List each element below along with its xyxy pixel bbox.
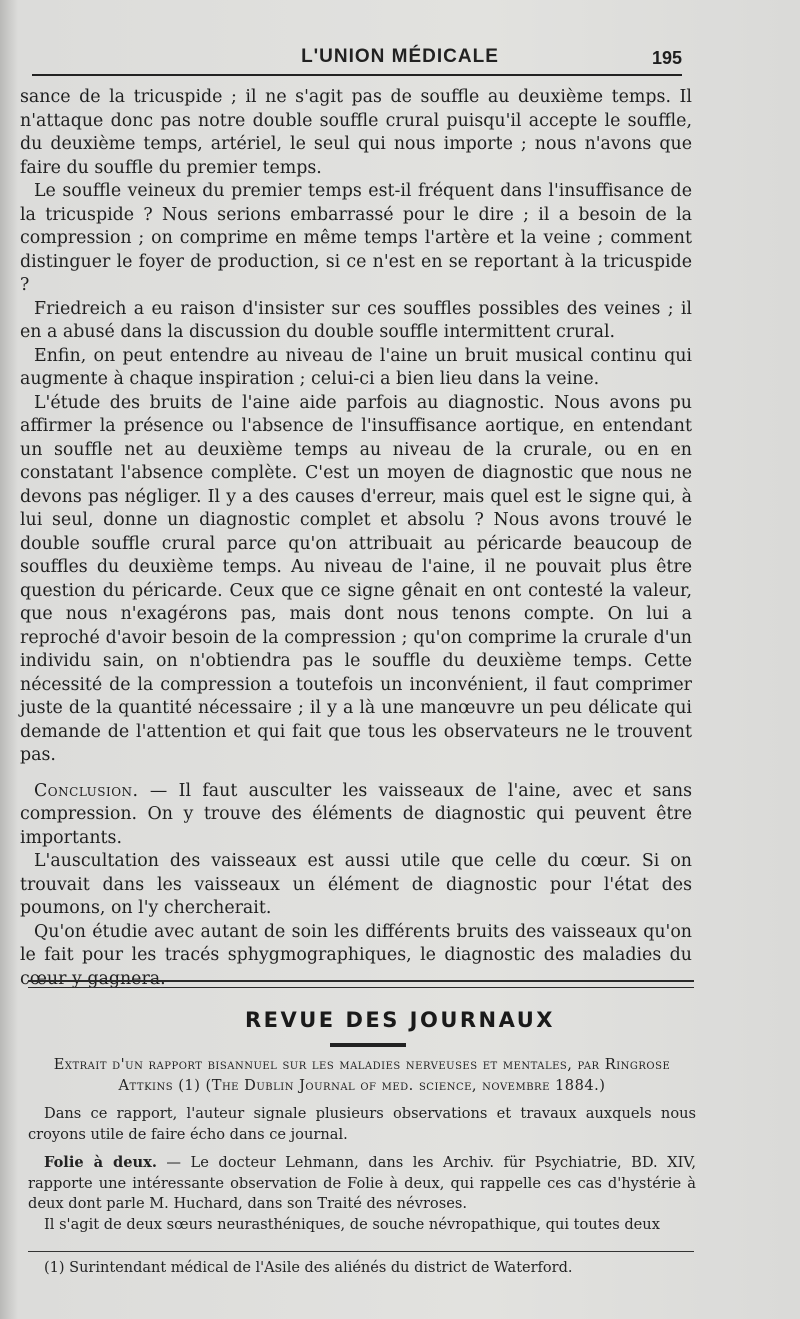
journal-title: L'UNION MÉDICALE — [301, 46, 499, 67]
conclusion-label: Conclusion. — [34, 780, 139, 801]
article-body — [20, 86, 692, 991]
page-number: 195 — [651, 48, 682, 68]
folie-paragraph — [28, 1153, 696, 1215]
paragraph-5: L'étude des bruits de l'aine aide parfois au diagnostic. Nous avons pu affirmer la présence ou l'absence de l'insuffisance aortique, en entendant un souffle net au deuxième temps au niveau de la crurale, ou en en constatant l'absence complète. C'est un moyen de diagnostic que nous ne devons pas négliger. Il y a des causes d'erreur, mais quel est le signe qui, à lui seul, donne un diagnostic complet et absolu ? Nous avons trouvé le double souffle crural parce qu'on attribuait au péricarde beaucoup de souffles du deuxième temps. Au niveau de l'aine, il ne pouvait plus être question du péricarde. Ceux que ce signe gênait en ont contesté la valeur, que nous n'exagérons pas, mais dont nous tenons compte. On lui a reproché d'avoir besoin de la compression ; qu'on comprime la crurale d'un individu sain, on n'obtiendra pas le souffle du deuxième temps. Cette nécessité de la compression a toutefois un inconvénient, il faut comprimer juste de la quantité nécessaire ; il y a là une manœuvre un peu délicate qui demande de l'attention et qui fait que tous les observateurs ne le trouvent pas. — [20, 392, 692, 765]
last-line: Il s'agit de deux sœurs neurasthéniques, de souche névropathique, qui toutes deux — [44, 1215, 660, 1233]
paragraph-7: L'auscultation des vaisseaux est aussi utile que celle du cœur. Si on trouvait dans les vaisseaux un élément de diagnostic pour l'état des poumons, on l'y chercherait. — [20, 851, 692, 918]
footnote-marker: (1) — [44, 1260, 65, 1276]
paragraph-2: Le souffle veineux du premier temps est-il fréquent dans l'insuffisance de la tricuspide ? Nous serions embarrassé pour le dire ; il a besoin de la compression ; on comprime en même temps l'artère et la veine ; comment distinguer le foyer de production, si ce n'est en se reportant à la tricuspide ? — [20, 181, 692, 295]
revue-content — [28, 1055, 696, 1235]
footnote-text: Surintendant médical de l'Asile des aliénés du district de Waterford. — [64, 1260, 573, 1276]
section-title: REVUE DES JOURNAUX — [244, 1008, 555, 1032]
running-header — [0, 40, 800, 74]
intro-paragraph: Dans ce rapport, l'auteur signale plusieurs observations et travaux auxquels nous croyons utile de faire écho dans ce journal. — [28, 1105, 696, 1143]
section-divider — [28, 980, 694, 988]
header-rule — [32, 74, 682, 76]
footnote-rule — [28, 1251, 694, 1252]
footnote — [44, 1258, 684, 1278]
extrait-title: Extrait d'un rapport bisannuel sur les maladies nerveuses et mentales, par Ringrose Attkins (1) (The Dublin Journal of med. science, novembre 1884.) — [53, 1056, 671, 1094]
paragraph-3: Friedreich a eu raison d'insister sur ces souffles possibles des veines ; il en a abusé dans la discussion du double souffle intermittent crural. — [20, 298, 692, 342]
section-underline — [330, 1043, 406, 1047]
paragraph-8: Qu'on étudie avec autant de soin les différents bruits des vaisseaux qu'on le fait pour les tracés sphygmographiques, le diagnostic des maladies du cœur y gagnera. — [20, 921, 692, 989]
paragraph-1: sance de la tricuspide ; il ne s'agit pas de souffle au deuxième temps. Il n'attaque donc pas notre double souffle crural puisqu'il accepte le souffle, du deuxième temps, artériel, le seul qui nous importe ; nous n'avons que faire du souffle du premier temps. — [20, 87, 692, 178]
conclusion-text: — Il faut ausculter les vaisseaux de l'aine, avec et sans compression. On y trouve des éléments de diagnostic qui peuvent être importants. — [20, 780, 692, 848]
folie-text: — Le docteur Lehmann, dans les Archiv. für Psychiatrie, BD. XIV, rapporte une intéressante observation de Folie à deux, qui rappelle ces cas d'hystérie à deux dont parle M. Huchard, dans son Traité des névroses. — [28, 1154, 696, 1212]
paragraph-4: Enfin, on peut entendre au niveau de l'aine un bruit musical continu qui augmente à chaque inspiration ; celui-ci a bien lieu dans la veine. — [20, 345, 692, 389]
folie-label: Folie à deux. — [44, 1154, 157, 1171]
conclusion-paragraph — [20, 780, 692, 851]
